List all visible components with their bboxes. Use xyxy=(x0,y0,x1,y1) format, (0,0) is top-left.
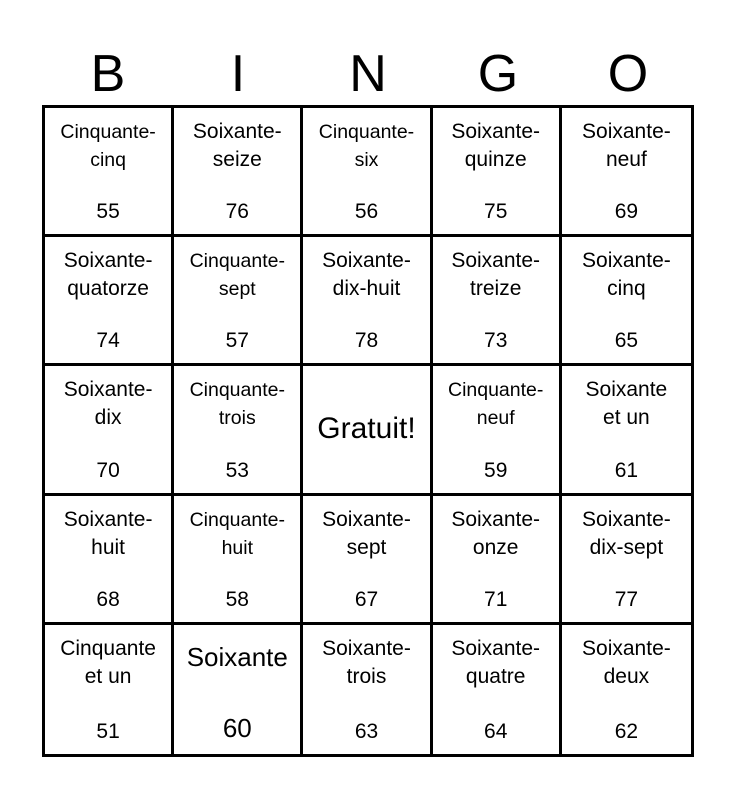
bingo-cell[interactable] xyxy=(433,496,562,625)
cell-word: Cinquante- sept xyxy=(189,250,285,301)
cell-number: 71 xyxy=(484,587,508,611)
cell-number: 68 xyxy=(96,587,120,611)
cell-word: Cinquante- huit xyxy=(189,508,285,559)
cell-number: 74 xyxy=(96,329,120,353)
header-letter-n: N xyxy=(349,45,387,103)
cell-word: Cinquante- six xyxy=(318,121,415,171)
cell-number: 63 xyxy=(354,719,379,743)
bingo-cell[interactable] xyxy=(45,366,174,495)
bingo-cell[interactable] xyxy=(562,625,691,754)
cell-number: 56 xyxy=(354,200,379,224)
cell-word: Cinquante- trois xyxy=(189,379,285,430)
cell-word: Soixante- dix xyxy=(63,378,153,430)
bingo-cell[interactable] xyxy=(562,237,691,366)
cell-number: 65 xyxy=(614,329,639,353)
bingo-cell[interactable] xyxy=(45,625,174,754)
cell-number: 73 xyxy=(484,329,508,353)
bingo-cell[interactable] xyxy=(45,496,174,625)
cell-word: Soixante- deux xyxy=(582,636,671,688)
cell-word: Cinquante- neuf xyxy=(447,379,544,430)
cell-number: 78 xyxy=(354,329,379,353)
bingo-board xyxy=(42,105,694,757)
cell-number: 75 xyxy=(484,200,508,224)
bingo-cell[interactable] xyxy=(303,108,432,237)
cell-number: 58 xyxy=(225,587,249,611)
bingo-cell[interactable] xyxy=(45,108,174,237)
bingo-cell[interactable] xyxy=(174,366,303,495)
cell-number: 60 xyxy=(222,712,252,743)
bingo-cell[interactable] xyxy=(174,108,303,237)
bingo-cell[interactable] xyxy=(303,237,432,366)
cell-word: Soixante- onze xyxy=(451,507,541,559)
cell-word: Soixante- sept xyxy=(322,507,411,559)
bingo-cell[interactable] xyxy=(45,237,174,366)
cell-number: 53 xyxy=(225,458,249,482)
cell-number: 59 xyxy=(484,458,508,482)
cell-number: 61 xyxy=(614,458,639,482)
cell-number: 67 xyxy=(354,587,379,611)
cell-word: Soixante et un xyxy=(585,378,668,430)
bingo-cell[interactable] xyxy=(562,496,691,625)
cell-number: 57 xyxy=(225,329,249,353)
bingo-cell[interactable] xyxy=(433,108,562,237)
cell-number: 55 xyxy=(96,200,120,224)
header-letter-o: O xyxy=(607,45,649,103)
cell-word: Soixante- dix-sept xyxy=(582,507,671,559)
free-space-cell[interactable] xyxy=(303,366,432,495)
cell-word: Cinquante et un xyxy=(60,636,156,688)
cell-word: Soixante- quinze xyxy=(451,120,541,171)
bingo-cell[interactable] xyxy=(433,625,562,754)
cell-word: Soixante- trois xyxy=(322,636,411,688)
bingo-cell[interactable] xyxy=(174,237,303,366)
cell-word: Soixante- seize xyxy=(192,120,282,171)
cell-number: 70 xyxy=(96,458,120,482)
cell-word: Soixante xyxy=(186,641,288,672)
cell-number: 69 xyxy=(614,200,639,224)
cell-word: Soixante- huit xyxy=(63,507,153,559)
bingo-cell[interactable] xyxy=(174,496,303,625)
bingo-cell[interactable] xyxy=(303,496,432,625)
cell-number: 77 xyxy=(614,587,639,611)
header-letter-g: G xyxy=(477,45,519,103)
bingo-header xyxy=(43,40,693,108)
bingo-cell[interactable] xyxy=(303,625,432,754)
header-letter-b: B xyxy=(90,45,126,103)
bingo-cell[interactable] xyxy=(433,237,562,366)
cell-word: Soixante- treize xyxy=(451,249,541,301)
cell-word: Cinquante- cinq xyxy=(60,121,156,171)
cell-word: Soixante- cinq xyxy=(582,249,671,301)
cell-number: 51 xyxy=(96,719,120,743)
cell-word: Soixante- quatre xyxy=(451,636,541,688)
bingo-cell[interactable] xyxy=(562,366,691,495)
header-letter-i: I xyxy=(230,45,246,103)
bingo-cell[interactable] xyxy=(562,108,691,237)
bingo-cell[interactable] xyxy=(174,625,303,754)
cell-word: Soixante- neuf xyxy=(582,120,671,171)
free-space-label: Gratuit! xyxy=(317,412,416,446)
cell-number: 64 xyxy=(484,719,508,743)
cell-number: 76 xyxy=(225,200,249,224)
cell-word: Soixante- dix-huit xyxy=(322,249,411,301)
cell-number: 62 xyxy=(614,719,639,743)
bingo-cell[interactable] xyxy=(433,366,562,495)
cell-word: Soixante- quatorze xyxy=(63,249,153,301)
